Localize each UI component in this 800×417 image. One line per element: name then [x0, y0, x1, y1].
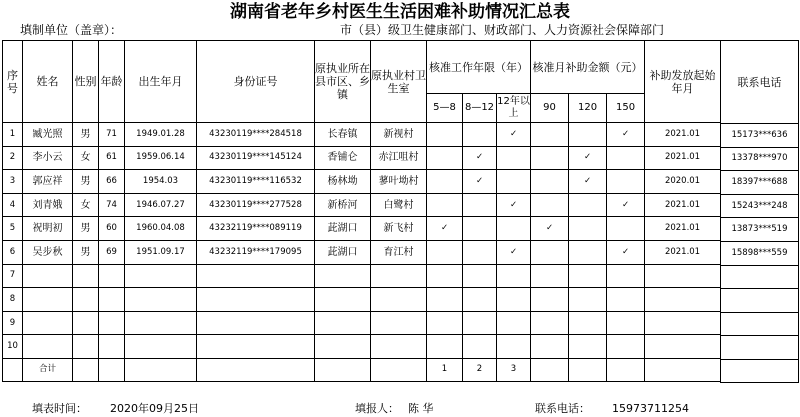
empty-cell [497, 264, 531, 288]
empty-cell [99, 335, 125, 359]
row-seq: 2 [3, 146, 23, 170]
table-row [3, 123, 721, 147]
row-sub-2 [569, 217, 607, 241]
row-wy-3: ✓ [497, 193, 531, 217]
total-wy-1: 1 [427, 358, 463, 381]
row-wy-3 [497, 217, 531, 241]
row-start: 2020.01 [645, 170, 721, 194]
row-age: 71 [99, 123, 125, 147]
row-id: 43232119****089119 [197, 217, 315, 241]
row-sub-2 [569, 240, 607, 264]
row-seq: 10 [3, 335, 23, 359]
row-name: 郭应祥 [23, 170, 73, 194]
table-row [3, 240, 721, 264]
header-sub-150: 150 [607, 94, 645, 123]
row-birth: 1946.07.27 [125, 193, 197, 217]
header-wy-2: 8—12 [463, 94, 497, 123]
row-sub-1 [531, 240, 569, 264]
row-clinic: 蓼叶坳村 [371, 170, 427, 194]
empty-cell [371, 311, 427, 335]
table-row [3, 335, 721, 359]
total-empty [3, 358, 23, 381]
row-sub-3: ✓ [607, 240, 645, 264]
empty-cell [197, 335, 315, 359]
row-seq: 7 [3, 264, 23, 288]
empty-cell [23, 335, 73, 359]
row-name: 刘青娥 [23, 193, 73, 217]
row-sub-1 [531, 123, 569, 147]
page-title: 湖南省老年乡村医生生活困难补助情况汇总表 [230, 2, 570, 22]
row-seq: 9 [3, 311, 23, 335]
empty-cell [531, 335, 569, 359]
empty-cell [427, 311, 463, 335]
empty-cell [371, 335, 427, 359]
row-age: 61 [99, 146, 125, 170]
row-wy-3 [497, 146, 531, 170]
row-gender: 男 [73, 217, 99, 241]
empty-cell [463, 264, 497, 288]
row-gender: 女 [73, 193, 99, 217]
empty-cell [645, 288, 721, 312]
row-sub-1 [531, 146, 569, 170]
empty-cell [607, 264, 645, 288]
empty-cell [463, 311, 497, 335]
row-sub-2: ✓ [569, 170, 607, 194]
row-start: 2021.01 [645, 123, 721, 147]
fill-date-label: 填表时间： [32, 402, 87, 415]
row-seq: 3 [3, 170, 23, 194]
header-id: 身份证号 [197, 41, 315, 123]
row-clinic: 新飞村 [371, 217, 427, 241]
empty-cell [315, 311, 371, 335]
row-start: 2021.01 [645, 193, 721, 217]
row-wy-2: ✓ [463, 146, 497, 170]
row-age: 69 [99, 240, 125, 264]
header-seq: 序号 [3, 41, 23, 123]
contact-phone-value: 15973711254 [612, 402, 689, 415]
row-name: 吴步秋 [23, 240, 73, 264]
empty-cell [607, 335, 645, 359]
row-wy-1 [427, 193, 463, 217]
row-sub-3: ✓ [607, 123, 645, 147]
row-gender: 男 [73, 170, 99, 194]
empty-cell [531, 288, 569, 312]
row-wy-1 [427, 123, 463, 147]
row-start: 2021.01 [645, 240, 721, 264]
empty-cell [315, 288, 371, 312]
row-id: 43230119****145124 [197, 146, 315, 170]
row-sub-2 [569, 193, 607, 217]
row-sub-2: ✓ [569, 146, 607, 170]
empty-cell [73, 288, 99, 312]
row-clinic: 育江村 [371, 240, 427, 264]
empty-cell [315, 264, 371, 288]
row-seq: 8 [3, 288, 23, 312]
empty-cell [721, 289, 799, 313]
row-phone: 13873***519 [721, 218, 799, 242]
row-seq: 6 [3, 240, 23, 264]
row-sub-3 [607, 170, 645, 194]
header-sub-120: 120 [569, 94, 607, 123]
row-sub-3: ✓ [607, 193, 645, 217]
empty-cell [569, 288, 607, 312]
total-wy-3: 3 [497, 358, 531, 381]
row-wy-3: ✓ [497, 240, 531, 264]
empty-cell [427, 335, 463, 359]
empty-cell [315, 335, 371, 359]
empty-cell [531, 264, 569, 288]
empty-cell [197, 311, 315, 335]
table-row [3, 193, 721, 217]
row-sub-1 [531, 193, 569, 217]
row-wy-2 [463, 217, 497, 241]
empty-cell [497, 335, 531, 359]
empty-cell [497, 288, 531, 312]
empty-cell [497, 311, 531, 335]
header-wy-3: 12年以上 [497, 94, 531, 123]
empty-cell [99, 264, 125, 288]
table-row [3, 288, 721, 312]
empty-cell [645, 311, 721, 335]
empty-cell [721, 312, 799, 336]
empty-cell [73, 311, 99, 335]
empty-cell [73, 335, 99, 359]
header-name: 姓名 [23, 41, 73, 123]
empty-cell [721, 336, 799, 360]
row-clinic: 新视村 [371, 123, 427, 147]
row-county: 茈湖口 [315, 217, 371, 241]
row-phone: 15173***636 [721, 124, 799, 148]
header-wy-1: 5—8 [427, 94, 463, 123]
empty-cell [463, 288, 497, 312]
row-wy-1 [427, 170, 463, 194]
row-birth: 1960.04.08 [125, 217, 197, 241]
row-county: 茈湖口 [315, 240, 371, 264]
row-wy-2 [463, 240, 497, 264]
row-gender: 女 [73, 146, 99, 170]
empty-cell [569, 311, 607, 335]
row-name: 祝明初 [23, 217, 73, 241]
department-label: 市（县）级卫生健康部门、财政部门、人力资源社会保障部门 [340, 23, 665, 37]
table-row [3, 264, 721, 288]
row-county: 长春镇 [315, 123, 371, 147]
empty-cell [427, 264, 463, 288]
row-phone: 13378***970 [721, 147, 799, 171]
total-label: 合计 [23, 358, 73, 381]
row-id: 43230119****116532 [197, 170, 315, 194]
row-birth: 1949.01.28 [125, 123, 197, 147]
empty-cell [463, 335, 497, 359]
empty-cell [125, 288, 197, 312]
table-row [3, 170, 721, 194]
row-clinic: 白鹭村 [371, 193, 427, 217]
header-gender: 性别 [73, 41, 99, 123]
filler-label: 填报人： [355, 402, 399, 415]
header-orig-county: 原执业所在县市区、乡镇 [315, 41, 371, 123]
fill-date-value: 2020年09月25日 [110, 402, 199, 415]
row-sub-1 [531, 170, 569, 194]
header-work-years: 核准工作年限（年） [427, 41, 531, 94]
row-gender: 男 [73, 240, 99, 264]
row-phone: 18397***688 [721, 171, 799, 195]
empty-cell [197, 288, 315, 312]
empty-cell [125, 264, 197, 288]
empty-cell [73, 264, 99, 288]
row-seq: 5 [3, 217, 23, 241]
filler-value: 陈 华 [408, 402, 434, 415]
row-age: 60 [99, 217, 125, 241]
table-row [3, 311, 721, 335]
empty-cell [607, 311, 645, 335]
row-start: 2021.01 [645, 146, 721, 170]
empty-cell [371, 288, 427, 312]
row-wy-2: ✓ [463, 170, 497, 194]
row-county: 杨林坳 [315, 170, 371, 194]
header-subsidy: 核准月补助金额（元） [531, 41, 645, 94]
row-id: 43230119****284518 [197, 123, 315, 147]
row-wy-3 [497, 170, 531, 194]
empty-cell [607, 288, 645, 312]
header-sub-90: 90 [531, 94, 569, 123]
empty-cell [569, 264, 607, 288]
empty-cell [645, 335, 721, 359]
row-wy-2 [463, 193, 497, 217]
row-county: 香铺仑 [315, 146, 371, 170]
empty-cell [23, 311, 73, 335]
row-age: 66 [99, 170, 125, 194]
header-birth: 出生年月 [125, 41, 197, 123]
row-seq: 1 [3, 123, 23, 147]
row-sub-3 [607, 146, 645, 170]
empty-cell [125, 335, 197, 359]
empty-cell [197, 264, 315, 288]
header-start: 补助发放起始年月 [645, 41, 721, 123]
row-wy-1: ✓ [427, 217, 463, 241]
row-birth: 1951.09.17 [125, 240, 197, 264]
row-wy-2 [463, 123, 497, 147]
empty-cell [23, 264, 73, 288]
row-birth: 1954.03 [125, 170, 197, 194]
empty-cell [427, 288, 463, 312]
empty-cell [125, 311, 197, 335]
row-wy-1 [427, 240, 463, 264]
row-name: 李小云 [23, 146, 73, 170]
header-age: 年龄 [99, 41, 125, 123]
empty-cell [371, 264, 427, 288]
row-wy-1 [427, 146, 463, 170]
header-orig-clinic: 原执业村卫生室 [371, 41, 427, 123]
row-seq: 4 [3, 193, 23, 217]
row-county: 新桥河 [315, 193, 371, 217]
row-start: 2021.01 [645, 217, 721, 241]
subsidy-table [2, 40, 721, 382]
empty-cell [721, 265, 799, 289]
row-wy-3: ✓ [497, 123, 531, 147]
empty-cell [645, 264, 721, 288]
empty-cell [569, 335, 607, 359]
row-gender: 男 [73, 123, 99, 147]
row-phone: 15243***248 [721, 194, 799, 218]
total-wy-2: 2 [463, 358, 497, 381]
contact-phone-label: 联系电话： [535, 402, 590, 415]
unit-label: 填制单位（盖章）： [20, 23, 123, 37]
phone-column [720, 40, 799, 383]
empty-cell [99, 311, 125, 335]
row-sub-3 [607, 217, 645, 241]
table-row [3, 146, 721, 170]
empty-cell [99, 288, 125, 312]
row-birth: 1959.06.14 [125, 146, 197, 170]
row-age: 74 [99, 193, 125, 217]
row-sub-1: ✓ [531, 217, 569, 241]
header-phone: 联系电话 [721, 41, 799, 124]
empty-cell [531, 311, 569, 335]
row-id: 43232119****179095 [197, 240, 315, 264]
row-sub-2 [569, 123, 607, 147]
empty-cell [23, 288, 73, 312]
row-clinic: 赤江咀村 [371, 146, 427, 170]
table-row [3, 217, 721, 241]
row-id: 43230119****277528 [197, 193, 315, 217]
row-phone: 15898***559 [721, 241, 799, 265]
row-name: 臧光照 [23, 123, 73, 147]
